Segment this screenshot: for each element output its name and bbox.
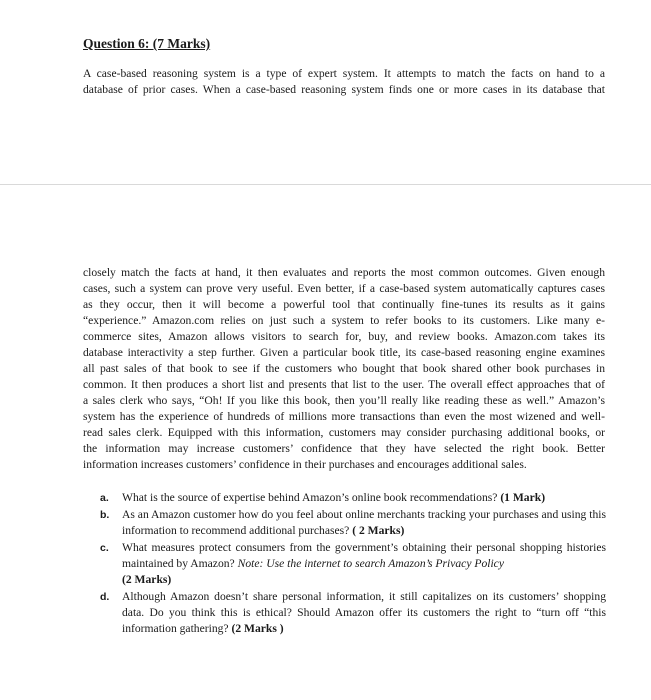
question-letter: c.	[100, 542, 109, 554]
paragraph-line: “experience.” Amazon.com relies on just such a system to refer books to its customers. Like many e-	[83, 314, 605, 327]
question-text	[122, 589, 606, 637]
question-letter: d.	[100, 591, 110, 603]
question-body: What is the source of expertise behind Amazon’s online book recommendations?	[122, 491, 498, 504]
question-text	[122, 540, 606, 588]
question-body: As an Amazon customer how do you feel about online merchants tracking your purchases and using this information to recommend additional purchases?	[122, 508, 606, 537]
question-list	[100, 490, 606, 638]
paragraph-line: system has the experience of hundreds of millions more transactions than even the most wizened and well-	[83, 410, 605, 423]
paragraph-line: information increases customers’ confidence in their purchases and encourages additional sales.	[83, 458, 527, 471]
paragraph-line: cases, such a system can prove very useful. Even better, if a case-based system automatically captures cases	[83, 282, 605, 295]
question-item-b	[100, 507, 606, 539]
paragraph-line: closely match the facts at hand, it then evaluates and reports the most common outcomes. Given enough	[83, 266, 605, 279]
paragraph-line: as they occur, then it will become a powerful tool that continually fine-tunes its results as it gains	[83, 298, 605, 311]
question-text	[122, 507, 606, 539]
question-item-a	[100, 490, 606, 506]
question-item-d	[100, 589, 606, 637]
question-heading: Question 6: (7 Marks)	[83, 36, 211, 51]
question-marks: (2 Marks )	[231, 622, 284, 635]
question-marks: (1 Mark)	[500, 491, 546, 504]
paragraph-line: database interactivity a step further. Given a particular book title, its case-based reasoning engine examines	[83, 346, 605, 359]
body-paragraph	[83, 265, 605, 473]
paragraph-line: the information may increase customers’ confidence that they have selected the right book. Better	[83, 442, 605, 455]
paragraph-line: read sales clerk. Equipped with this information, customers may consider purchasing additional books, or	[83, 426, 605, 439]
question-marks: ( 2 Marks)	[352, 524, 405, 537]
paragraph-line: a sales clerk who says, “Oh! If you like this book, then you’ll really like reading these as well.” Amazon’s	[83, 394, 605, 407]
paragraph-line: database of prior cases. When a case-based reasoning system finds one or more cases in its database that	[83, 83, 605, 96]
question-text	[122, 490, 606, 506]
question-body: Although Amazon doesn’t share personal information, it still capitalizes on its customers’ shopping data. Do you think this is ethical? Should Amazon offer its customers the right to “turn off “this information gathering?	[122, 590, 606, 635]
paragraph-line: all past sales of that book to see if the customers who bought that book shared other book purchases in	[83, 362, 605, 375]
question-note: Note: Use the internet to search Amazon’s Privacy Policy	[237, 557, 504, 570]
question-body: What measures protect consumers from the government’s obtaining their personal shopping histories maintained by Amazon?	[122, 541, 606, 570]
question-item-c	[100, 540, 606, 588]
intro-paragraph	[83, 66, 605, 98]
question-marks: (2 Marks)	[122, 573, 172, 586]
paragraph-line: commerce sites, Amazon allows visitors to search for, buy, and review books. Amazon.com takes its	[83, 330, 605, 343]
paragraph-line: common. It then produces a short list and presents that list to the user. The overall effect approaches that of	[83, 378, 605, 391]
question-letter: a.	[100, 492, 109, 504]
paragraph-line: A case-based reasoning system is a type of expert system. It attempts to match the facts on hand to a	[83, 67, 605, 80]
question-letter: b.	[100, 509, 110, 521]
